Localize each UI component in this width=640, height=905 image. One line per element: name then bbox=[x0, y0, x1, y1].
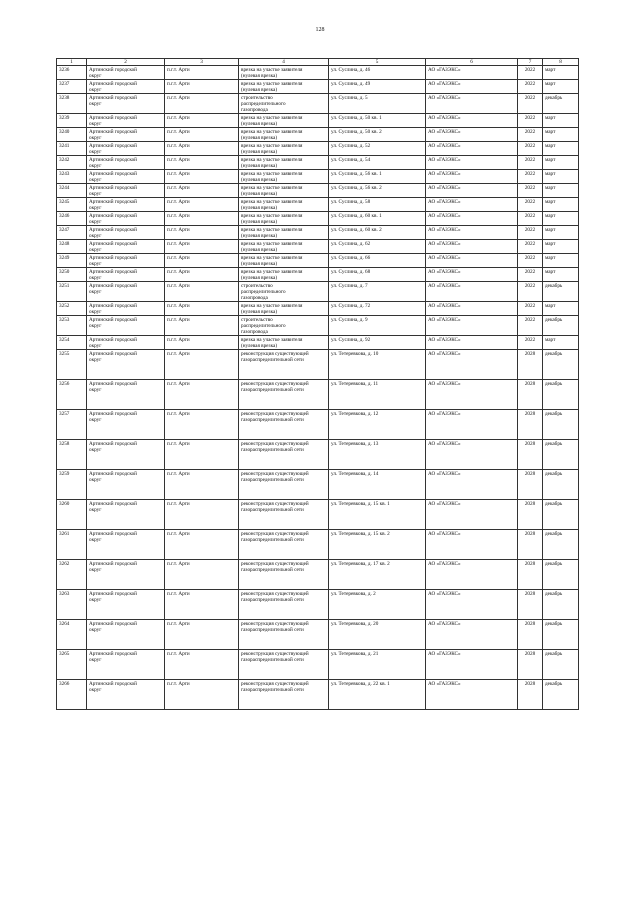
cell-loc: п.г.т. Арти bbox=[165, 114, 239, 128]
cell-month: декабрь bbox=[543, 560, 579, 590]
cell-month: март bbox=[543, 170, 579, 184]
table-row bbox=[57, 282, 579, 302]
cell-addr: ул. Суслина, д. 56 кв. 2 bbox=[329, 184, 426, 198]
cell-year: 2022 bbox=[518, 156, 543, 170]
column-header: 5 bbox=[329, 59, 426, 66]
column-header: 8 bbox=[543, 59, 579, 66]
cell-work: врезка на участке заявителя (нулевая врезка) bbox=[239, 198, 329, 212]
cell-n: 3261 bbox=[57, 530, 87, 560]
cell-work: врезка на участке заявителя (нулевая врезка) bbox=[239, 226, 329, 240]
cell-org: АО «ГАЗЭКС» bbox=[426, 500, 518, 530]
cell-year: 2022 bbox=[518, 142, 543, 156]
cell-org: АО «ГАЗЭКС» bbox=[426, 254, 518, 268]
column-number-row bbox=[57, 59, 579, 66]
cell-month: декабрь bbox=[543, 380, 579, 410]
cell-loc: п.г.т. Арти bbox=[165, 440, 239, 470]
cell-mun: Артинский городской округ bbox=[87, 336, 165, 350]
cell-month: декабрь bbox=[543, 410, 579, 440]
cell-month: декабрь bbox=[543, 282, 579, 302]
cell-month: декабрь bbox=[543, 94, 579, 114]
cell-loc: п.г.т. Арти bbox=[165, 66, 239, 80]
cell-loc: п.г.т. Арти bbox=[165, 410, 239, 440]
cell-work: реконструкция существующей газораспределительной сети bbox=[239, 560, 329, 590]
cell-year: 2028 bbox=[518, 560, 543, 590]
cell-work: строительство распределительного газопровода bbox=[239, 94, 329, 114]
cell-mun: Артинский городской округ bbox=[87, 142, 165, 156]
cell-addr: ул. Суслина, д. 52 bbox=[329, 142, 426, 156]
cell-year: 2028 bbox=[518, 350, 543, 380]
cell-month: март bbox=[543, 198, 579, 212]
cell-work: врезка на участке заявителя (нулевая врезка) bbox=[239, 114, 329, 128]
column-header: 1 bbox=[57, 59, 87, 66]
cell-org: АО «ГАЗЭКС» bbox=[426, 560, 518, 590]
cell-addr: ул. Суслина, д. 66 bbox=[329, 254, 426, 268]
cell-year: 2022 bbox=[518, 226, 543, 240]
cell-month: март bbox=[543, 80, 579, 94]
column-header: 4 bbox=[239, 59, 329, 66]
cell-org: АО «ГАЗЭКС» bbox=[426, 268, 518, 282]
cell-year: 2028 bbox=[518, 440, 543, 470]
cell-work: врезка на участке заявителя (нулевая врезка) bbox=[239, 268, 329, 282]
cell-org: АО «ГАЗЭКС» bbox=[426, 282, 518, 302]
cell-year: 2022 bbox=[518, 198, 543, 212]
cell-loc: п.г.т. Арти bbox=[165, 156, 239, 170]
cell-addr: ул. Тетеревкова, д. 11 bbox=[329, 380, 426, 410]
cell-addr: ул. Тетеревкова, д. 12 bbox=[329, 410, 426, 440]
cell-org: АО «ГАЗЭКС» bbox=[426, 620, 518, 650]
cell-addr: ул. Суслина, д. 7 bbox=[329, 282, 426, 302]
cell-loc: п.г.т. Арти bbox=[165, 254, 239, 268]
cell-mun: Артинский городской округ bbox=[87, 316, 165, 336]
cell-loc: п.г.т. Арти bbox=[165, 316, 239, 336]
cell-work: строительство распределительного газопровода bbox=[239, 316, 329, 336]
cell-month: декабрь bbox=[543, 470, 579, 500]
cell-addr: ул. Суслина, д. 5 bbox=[329, 94, 426, 114]
cell-year: 2022 bbox=[518, 114, 543, 128]
cell-month: март bbox=[543, 156, 579, 170]
cell-loc: п.г.т. Арти bbox=[165, 94, 239, 114]
cell-loc: п.г.т. Арти bbox=[165, 336, 239, 350]
table-row bbox=[57, 590, 579, 620]
cell-mun: Артинский городской округ bbox=[87, 66, 165, 80]
cell-mun: Артинский городской округ bbox=[87, 212, 165, 226]
cell-addr: ул. Суслина, д. 92 bbox=[329, 336, 426, 350]
cell-n: 3244 bbox=[57, 184, 87, 198]
cell-work: реконструкция существующей газораспределительной сети bbox=[239, 380, 329, 410]
cell-work: реконструкция существующей газораспределительной сети bbox=[239, 650, 329, 680]
cell-n: 3254 bbox=[57, 336, 87, 350]
column-header: 7 bbox=[518, 59, 543, 66]
cell-mun: Артинский городской округ bbox=[87, 156, 165, 170]
cell-loc: п.г.т. Арти bbox=[165, 620, 239, 650]
table-row bbox=[57, 170, 579, 184]
cell-mun: Артинский городской округ bbox=[87, 440, 165, 470]
cell-mun: Артинский городской округ bbox=[87, 80, 165, 94]
cell-n: 3258 bbox=[57, 440, 87, 470]
cell-addr: ул. Тетеревкова, д. 15 кв. 1 bbox=[329, 500, 426, 530]
cell-mun: Артинский городской округ bbox=[87, 620, 165, 650]
table-row bbox=[57, 380, 579, 410]
table-row bbox=[57, 268, 579, 282]
cell-org: АО «ГАЗЭКС» bbox=[426, 114, 518, 128]
cell-work: реконструкция существующей газораспределительной сети bbox=[239, 500, 329, 530]
cell-addr: ул. Суслина, д. 54 bbox=[329, 156, 426, 170]
table-row bbox=[57, 620, 579, 650]
cell-n: 3247 bbox=[57, 226, 87, 240]
table-row bbox=[57, 470, 579, 500]
cell-work: врезка на участке заявителя (нулевая врезка) bbox=[239, 302, 329, 316]
cell-loc: п.г.т. Арти bbox=[165, 530, 239, 560]
cell-month: декабрь bbox=[543, 620, 579, 650]
table-row bbox=[57, 128, 579, 142]
cell-month: декабрь bbox=[543, 440, 579, 470]
cell-org: АО «ГАЗЭКС» bbox=[426, 94, 518, 114]
cell-org: АО «ГАЗЭКС» bbox=[426, 226, 518, 240]
table-row bbox=[57, 336, 579, 350]
cell-loc: п.г.т. Арти bbox=[165, 198, 239, 212]
cell-mun: Артинский городской округ bbox=[87, 590, 165, 620]
table-row bbox=[57, 80, 579, 94]
cell-n: 3256 bbox=[57, 380, 87, 410]
cell-work: врезка на участке заявителя (нулевая врезка) bbox=[239, 128, 329, 142]
cell-year: 2022 bbox=[518, 268, 543, 282]
cell-month: март bbox=[543, 240, 579, 254]
cell-org: АО «ГАЗЭКС» bbox=[426, 212, 518, 226]
cell-work: врезка на участке заявителя (нулевая врезка) bbox=[239, 240, 329, 254]
cell-addr: ул. Суслина, д. 46 bbox=[329, 66, 426, 80]
cell-loc: п.г.т. Арти bbox=[165, 680, 239, 710]
cell-month: март bbox=[543, 142, 579, 156]
gasification-schedule-table bbox=[56, 58, 579, 710]
cell-loc: п.г.т. Арти bbox=[165, 80, 239, 94]
cell-n: 3239 bbox=[57, 114, 87, 128]
cell-work: врезка на участке заявителя (нулевая врезка) bbox=[239, 212, 329, 226]
cell-org: АО «ГАЗЭКС» bbox=[426, 142, 518, 156]
cell-year: 2022 bbox=[518, 336, 543, 350]
cell-mun: Артинский городской округ bbox=[87, 282, 165, 302]
cell-n: 3263 bbox=[57, 590, 87, 620]
cell-work: врезка на участке заявителя (нулевая врезка) bbox=[239, 170, 329, 184]
cell-n: 3241 bbox=[57, 142, 87, 156]
cell-work: реконструкция существующей газораспределительной сети bbox=[239, 350, 329, 380]
cell-addr: ул. Тетеревкова, д. 17 кв. 2 bbox=[329, 560, 426, 590]
cell-n: 3253 bbox=[57, 316, 87, 336]
cell-n: 3264 bbox=[57, 620, 87, 650]
cell-n: 3257 bbox=[57, 410, 87, 440]
cell-n: 3238 bbox=[57, 94, 87, 114]
cell-org: АО «ГАЗЭКС» bbox=[426, 170, 518, 184]
cell-org: АО «ГАЗЭКС» bbox=[426, 184, 518, 198]
cell-addr: ул. Тетеревкова, д. 14 bbox=[329, 470, 426, 500]
cell-addr: ул. Тетеревкова, д. 21 bbox=[329, 650, 426, 680]
cell-addr: ул. Суслина, д. 72 bbox=[329, 302, 426, 316]
cell-mun: Артинский городской округ bbox=[87, 302, 165, 316]
cell-n: 3252 bbox=[57, 302, 87, 316]
cell-month: декабрь bbox=[543, 590, 579, 620]
cell-year: 2022 bbox=[518, 282, 543, 302]
cell-loc: п.г.т. Арти bbox=[165, 184, 239, 198]
cell-addr: ул. Суслина, д. 50 кв. 2 bbox=[329, 128, 426, 142]
cell-loc: п.г.т. Арти bbox=[165, 470, 239, 500]
cell-n: 3248 bbox=[57, 240, 87, 254]
cell-year: 2022 bbox=[518, 66, 543, 80]
cell-work: врезка на участке заявителя (нулевая врезка) bbox=[239, 184, 329, 198]
cell-loc: п.г.т. Арти bbox=[165, 650, 239, 680]
cell-work: строительство распределительного газопровода bbox=[239, 282, 329, 302]
cell-addr: ул. Суслина, д. 50 кв. 1 bbox=[329, 114, 426, 128]
cell-mun: Артинский городской округ bbox=[87, 560, 165, 590]
cell-mun: Артинский городской округ bbox=[87, 650, 165, 680]
cell-year: 2022 bbox=[518, 302, 543, 316]
table-row bbox=[57, 410, 579, 440]
cell-org: АО «ГАЗЭКС» bbox=[426, 440, 518, 470]
column-header: 6 bbox=[426, 59, 518, 66]
cell-work: реконструкция существующей газораспределительной сети bbox=[239, 440, 329, 470]
cell-month: март bbox=[543, 336, 579, 350]
cell-year: 2022 bbox=[518, 316, 543, 336]
cell-n: 3246 bbox=[57, 212, 87, 226]
cell-work: врезка на участке заявителя (нулевая врезка) bbox=[239, 336, 329, 350]
table-row bbox=[57, 350, 579, 380]
cell-addr: ул. Тетеревкова, д. 13 bbox=[329, 440, 426, 470]
cell-org: АО «ГАЗЭКС» bbox=[426, 470, 518, 500]
cell-year: 2028 bbox=[518, 530, 543, 560]
table-row bbox=[57, 212, 579, 226]
cell-year: 2022 bbox=[518, 212, 543, 226]
cell-mun: Артинский городской округ bbox=[87, 680, 165, 710]
cell-loc: п.г.т. Арти bbox=[165, 302, 239, 316]
cell-mun: Артинский городской округ bbox=[87, 254, 165, 268]
cell-year: 2022 bbox=[518, 184, 543, 198]
cell-org: АО «ГАЗЭКС» bbox=[426, 198, 518, 212]
cell-n: 3265 bbox=[57, 650, 87, 680]
cell-n: 3237 bbox=[57, 80, 87, 94]
cell-addr: ул. Суслина, д. 62 bbox=[329, 240, 426, 254]
cell-org: АО «ГАЗЭКС» bbox=[426, 380, 518, 410]
cell-n: 3242 bbox=[57, 156, 87, 170]
cell-work: врезка на участке заявителя (нулевая врезка) bbox=[239, 66, 329, 80]
cell-org: АО «ГАЗЭКС» bbox=[426, 350, 518, 380]
cell-addr: ул. Тетеревкова, д. 20 bbox=[329, 620, 426, 650]
cell-mun: Артинский городской округ bbox=[87, 226, 165, 240]
cell-month: март bbox=[543, 302, 579, 316]
cell-month: март bbox=[543, 212, 579, 226]
cell-addr: ул. Суслина, д. 68 bbox=[329, 268, 426, 282]
cell-work: врезка на участке заявителя (нулевая врезка) bbox=[239, 254, 329, 268]
cell-org: АО «ГАЗЭКС» bbox=[426, 66, 518, 80]
cell-month: декабрь bbox=[543, 650, 579, 680]
cell-month: декабрь bbox=[543, 350, 579, 380]
table-row bbox=[57, 226, 579, 240]
cell-year: 2028 bbox=[518, 620, 543, 650]
cell-addr: ул. Суслина, д. 58 bbox=[329, 198, 426, 212]
cell-addr: ул. Суслина, д. 9 bbox=[329, 316, 426, 336]
cell-n: 3262 bbox=[57, 560, 87, 590]
cell-org: АО «ГАЗЭКС» bbox=[426, 410, 518, 440]
cell-year: 2028 bbox=[518, 380, 543, 410]
cell-mun: Артинский городской округ bbox=[87, 128, 165, 142]
cell-mun: Артинский городской округ bbox=[87, 530, 165, 560]
cell-loc: п.г.т. Арти bbox=[165, 350, 239, 380]
cell-work: врезка на участке заявителя (нулевая врезка) bbox=[239, 142, 329, 156]
cell-mun: Артинский городской округ bbox=[87, 380, 165, 410]
cell-month: декабрь bbox=[543, 316, 579, 336]
cell-n: 3259 bbox=[57, 470, 87, 500]
cell-org: АО «ГАЗЭКС» bbox=[426, 650, 518, 680]
cell-mun: Артинский городской округ bbox=[87, 410, 165, 440]
table-row bbox=[57, 302, 579, 316]
cell-org: АО «ГАЗЭКС» bbox=[426, 156, 518, 170]
cell-work: реконструкция существующей газораспределительной сети bbox=[239, 620, 329, 650]
cell-year: 2022 bbox=[518, 254, 543, 268]
table-row bbox=[57, 650, 579, 680]
table-row bbox=[57, 560, 579, 590]
table-row bbox=[57, 316, 579, 336]
table-row bbox=[57, 184, 579, 198]
cell-mun: Артинский городской округ bbox=[87, 184, 165, 198]
cell-loc: п.г.т. Арти bbox=[165, 226, 239, 240]
cell-work: реконструкция существующей газораспределительной сети bbox=[239, 470, 329, 500]
cell-org: АО «ГАЗЭКС» bbox=[426, 302, 518, 316]
table-row bbox=[57, 198, 579, 212]
cell-year: 2028 bbox=[518, 500, 543, 530]
cell-work: реконструкция существующей газораспределительной сети bbox=[239, 410, 329, 440]
table-row bbox=[57, 440, 579, 470]
cell-work: врезка на участке заявителя (нулевая врезка) bbox=[239, 156, 329, 170]
cell-month: декабрь bbox=[543, 500, 579, 530]
cell-month: декабрь bbox=[543, 530, 579, 560]
cell-org: АО «ГАЗЭКС» bbox=[426, 530, 518, 560]
cell-mun: Артинский городской округ bbox=[87, 240, 165, 254]
cell-org: АО «ГАЗЭКС» bbox=[426, 590, 518, 620]
cell-mun: Артинский городской округ bbox=[87, 170, 165, 184]
cell-month: март bbox=[543, 254, 579, 268]
cell-mun: Артинский городской округ bbox=[87, 500, 165, 530]
cell-addr: ул. Суслина, д. 60 кв. 1 bbox=[329, 212, 426, 226]
cell-org: АО «ГАЗЭКС» bbox=[426, 240, 518, 254]
cell-year: 2022 bbox=[518, 80, 543, 94]
cell-n: 3255 bbox=[57, 350, 87, 380]
column-header: 3 bbox=[165, 59, 239, 66]
cell-addr: ул. Тетеревкова, д. 22 кв. 1 bbox=[329, 680, 426, 710]
cell-year: 2022 bbox=[518, 240, 543, 254]
table-row bbox=[57, 66, 579, 80]
cell-year: 2022 bbox=[518, 170, 543, 184]
table-row bbox=[57, 240, 579, 254]
cell-month: март bbox=[543, 128, 579, 142]
cell-n: 3245 bbox=[57, 198, 87, 212]
cell-mun: Артинский городской округ bbox=[87, 198, 165, 212]
cell-year: 2028 bbox=[518, 470, 543, 500]
cell-n: 3260 bbox=[57, 500, 87, 530]
cell-addr: ул. Суслина, д. 49 bbox=[329, 80, 426, 94]
cell-mun: Артинский городской округ bbox=[87, 350, 165, 380]
table-row bbox=[57, 156, 579, 170]
cell-org: АО «ГАЗЭКС» bbox=[426, 128, 518, 142]
cell-year: 2028 bbox=[518, 590, 543, 620]
table-row bbox=[57, 254, 579, 268]
table-row bbox=[57, 142, 579, 156]
cell-org: АО «ГАЗЭКС» bbox=[426, 316, 518, 336]
cell-loc: п.г.т. Арти bbox=[165, 590, 239, 620]
cell-month: март bbox=[543, 268, 579, 282]
cell-loc: п.г.т. Арти bbox=[165, 170, 239, 184]
cell-addr: ул. Тетеревкова, д. 10 bbox=[329, 350, 426, 380]
table-row bbox=[57, 114, 579, 128]
cell-loc: п.г.т. Арти bbox=[165, 268, 239, 282]
cell-addr: ул. Тетеревкова, д. 2 bbox=[329, 590, 426, 620]
cell-loc: п.г.т. Арти bbox=[165, 560, 239, 590]
column-header: 2 bbox=[87, 59, 165, 66]
cell-org: АО «ГАЗЭКС» bbox=[426, 680, 518, 710]
cell-loc: п.г.т. Арти bbox=[165, 500, 239, 530]
cell-loc: п.г.т. Арти bbox=[165, 282, 239, 302]
cell-loc: п.г.т. Арти bbox=[165, 128, 239, 142]
cell-n: 3236 bbox=[57, 66, 87, 80]
cell-month: март bbox=[543, 66, 579, 80]
cell-n: 3243 bbox=[57, 170, 87, 184]
cell-n: 3240 bbox=[57, 128, 87, 142]
cell-mun: Артинский городской округ bbox=[87, 94, 165, 114]
table-row bbox=[57, 94, 579, 114]
page-number: 128 bbox=[315, 27, 325, 33]
cell-n: 3266 bbox=[57, 680, 87, 710]
cell-year: 2022 bbox=[518, 94, 543, 114]
table-row bbox=[57, 680, 579, 710]
cell-n: 3250 bbox=[57, 268, 87, 282]
cell-loc: п.г.т. Арти bbox=[165, 380, 239, 410]
cell-mun: Артинский городской округ bbox=[87, 470, 165, 500]
cell-mun: Артинский городской округ bbox=[87, 268, 165, 282]
cell-month: декабрь bbox=[543, 680, 579, 710]
cell-year: 2028 bbox=[518, 680, 543, 710]
cell-work: реконструкция существующей газораспределительной сети bbox=[239, 680, 329, 710]
cell-addr: ул. Тетеревкова, д. 15 кв. 2 bbox=[329, 530, 426, 560]
cell-mun: Артинский городской округ bbox=[87, 114, 165, 128]
cell-year: 2028 bbox=[518, 410, 543, 440]
cell-addr: ул. Суслина, д. 60 кв. 2 bbox=[329, 226, 426, 240]
cell-work: врезка на участке заявителя (нулевая врезка) bbox=[239, 80, 329, 94]
cell-month: март bbox=[543, 184, 579, 198]
cell-year: 2028 bbox=[518, 650, 543, 680]
cell-work: реконструкция существующей газораспределительной сети bbox=[239, 530, 329, 560]
cell-addr: ул. Суслина, д. 56 кв. 1 bbox=[329, 170, 426, 184]
cell-n: 3251 bbox=[57, 282, 87, 302]
cell-n: 3249 bbox=[57, 254, 87, 268]
cell-org: АО «ГАЗЭКС» bbox=[426, 80, 518, 94]
cell-work: реконструкция существующей газораспределительной сети bbox=[239, 590, 329, 620]
cell-loc: п.г.т. Арти bbox=[165, 240, 239, 254]
cell-month: март bbox=[543, 114, 579, 128]
cell-loc: п.г.т. Арти bbox=[165, 142, 239, 156]
cell-month: март bbox=[543, 226, 579, 240]
cell-year: 2022 bbox=[518, 128, 543, 142]
table-row bbox=[57, 500, 579, 530]
cell-loc: п.г.т. Арти bbox=[165, 212, 239, 226]
table-row bbox=[57, 530, 579, 560]
cell-org: АО «ГАЗЭКС» bbox=[426, 336, 518, 350]
